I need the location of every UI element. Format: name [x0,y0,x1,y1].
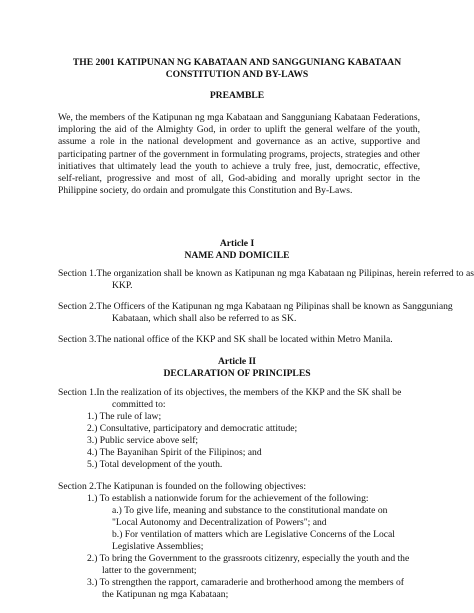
preamble-text: We, the members of the Katipunan ng mga Kabataan and Sangguniang Kabataan Federations, imploring the aid of the Almighty God, in order to uplift the general welfare of the youth, assume a role in the national development and governance as an active, supportive and participating partner of the government in formulating programs, projects, strategies and other initiatives that ultimately lead the youth to achieve a truly free, just, democratic, effective, self-reliant, progressive and most of all, God-abiding and morally upright sector in the Philippine society, do ordain and promulgate this Constitution and By-Laws. [58,112,420,197]
preamble-heading: PREAMBLE [209,90,265,101]
list-item: 2.) Consultative, participatory and democratic attitude; [87,423,298,435]
list-item: 5.) Total development of the youth. [87,459,223,471]
article-2-heading [40,356,434,380]
article-2-section-1-list [87,411,297,471]
article-2-title: DECLARATION OF PRINCIPLES [163,368,311,379]
article-2-section-1-intro: Section 1.In the realization of its objectives, the members of the KKP and the SK shall be [58,387,402,398]
list-item-line: 2.) To bring the Government to the grassroots citizenry, especially the youth and the [87,553,410,564]
list-item-line: 3.) To strengthen the rapport, camaraderie and brotherhood among the members of [87,577,404,589]
title-line-2: CONSTITUTION AND BY-LAWS [165,69,309,80]
list-item-line: the Katipunan ng mga Kabataan; [102,589,229,601]
article-1-section-2: Section 2.The Officers of the Katipunan ng mga Kabataan ng Pilipinas shall be known as Sangguniang Kabataan, which shall also be referred to as SK. [58,301,453,325]
list-item: 4.) The Bayanihan Spirit of the Filipinos; and [87,447,262,459]
list-item: 1.) The rule of law; [87,411,162,422]
list-item-line: Legislative Assemblies; [112,541,204,553]
article-2-section-1-intro-cont: committed to: [112,399,166,410]
article-1-section-1: Section 1.The organization shall be known as Katipunan ng mga Kabataan ng Pilipinas, herein referred to as KKP. [58,268,474,292]
list-item-line: latter to the government; [102,565,197,577]
list-item: 3.) Public service above self; [87,435,199,447]
article-1-title: NAME AND DOMICILE [184,250,290,261]
article-1-heading [40,238,434,262]
article-1-section-3: Section 3.The national office of the KKP and SK shall be located within Metro Manila. [58,334,393,345]
document-title [40,57,434,81]
title-line-1: THE 2001 KATIPUNAN NG KABATAAN AND SANGGUNIANG KABATAAN [72,57,402,68]
list-item-line: "Local Autonomy and Decentralization of Powers"; and [112,517,327,529]
article-2-section-2-intro: Section 2.The Katipunan is founded on the following objectives: [58,481,307,492]
article-2-section-2-item-2 [87,553,409,601]
article-1-number: Article I [219,238,255,249]
article-2-section-2-item-1: 1.) To establish a nationwide forum for the achievement of the following: [87,493,369,504]
list-item-line: a.) To give life, meaning and substance to the constitutional mandate on [112,505,388,516]
list-item-line: b.) For ventilation of matters which are Legislative Concerns of the Local [112,529,395,541]
article-2-section-2-item-1a [112,505,395,553]
article-2-number: Article II [217,356,257,367]
